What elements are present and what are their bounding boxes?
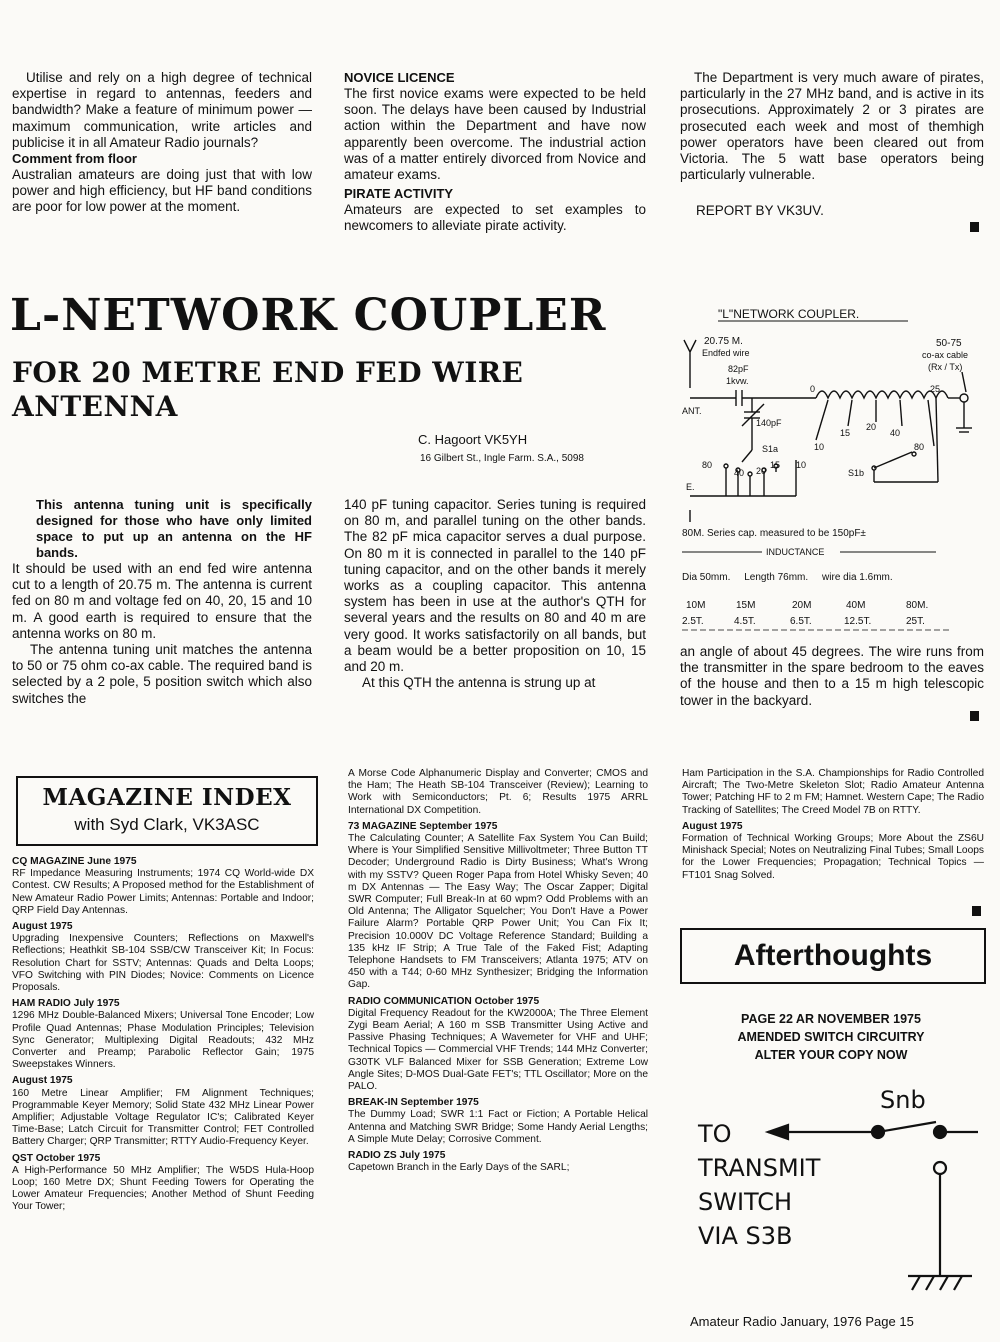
article-column-3: [680, 644, 984, 709]
index-entry: 160 Metre Linear Amplifier; FM Alignment Techniques; Programmable Keyer Memory; Solid State 432 MHz Linear Power Amplifier; Adjustable Voltage Regulator IC's; Calibrated Keyer Time-Base; Latch Circuit for Transmitter Control; FET Controlled Battery Charger; QRP Transmitter; RTTY Audio-Frequency Keyer.: [12, 1087, 314, 1148]
index-heading: RADIO COMMUNICATION October 1975: [348, 995, 540, 1007]
cap-140pf-label: 140pF: [756, 418, 782, 428]
snb-label: Snb: [880, 1086, 926, 1114]
cap-1kvw-label: 1kvw.: [726, 376, 749, 386]
article-col2-para2: At this QTH the antenna is strung up at: [362, 675, 596, 691]
turns-10m: 2.5T.: [682, 616, 704, 627]
index-end-mark: [972, 906, 981, 916]
via-label: VIA S3B: [698, 1222, 793, 1250]
top-column-2: [344, 70, 646, 235]
afterthoughts-notice: [680, 1010, 982, 1064]
index-heading: BREAK-IN September 1975: [348, 1097, 479, 1109]
index-heading: HAM RADIO July 1975: [12, 998, 120, 1010]
tap-20: 20: [866, 422, 877, 432]
article-column-1: [12, 497, 312, 707]
switch-amendment-diagram: [690, 1076, 990, 1306]
top-col1-para2: Australian amateurs are doing just that with low power and high efficiency, but HF band conditions are poor for low power at the moment.: [12, 167, 312, 215]
transmit-label: TRANSMIT: [698, 1154, 821, 1182]
switch-label: SWITCH: [698, 1188, 793, 1216]
article-end-mark: [970, 711, 979, 721]
index-entry: Upgrading Inexpensive Counters; Reflections on Maxwell's Reflections; Heathkit SB-104 SSB/CW Transceiver Kit; In Focus: Resolution Chart for SSTV; Antennas: Quads and Delta Loops; VFO Switching with PIN Diodes; Novice: Comments on Licence Proposals.: [12, 933, 314, 994]
end-mark: [970, 222, 979, 232]
author-address: 16 Gilbert St., Ingle Farm. S.A., 5098: [420, 453, 584, 464]
top-col1-subheading: Comment from floor: [12, 151, 137, 167]
wire-type-label: Endfed wire: [702, 348, 750, 358]
band-20m: 20M: [792, 600, 812, 611]
afterthoughts-box: [680, 928, 986, 984]
turns-80m: 25T.: [906, 616, 925, 627]
band-80m: 80M.: [906, 600, 929, 611]
sw-a-10: 10: [796, 460, 807, 470]
novice-licence-text: The first novice exams were expected to be held soon. The delays have been caused by Industrial action within the Department and have now apparently been overcome. The industrial action was of a matter entirely divorced from Novice and amateur exams.: [344, 86, 646, 183]
l-network-diagram: [676, 300, 996, 640]
index-heading: QST October 1975: [12, 1152, 101, 1164]
page-footer: Amateur Radio January, 1976 Page 15: [690, 1314, 914, 1329]
coax-rxtx-label: (Rx / Tx): [928, 362, 963, 372]
article-col2-para1: 140 pF tuning capacitor. Series tuning is required on 80 m, and parallel tuning on the other bands. The 82 pF mica capacitor serves a dual purpose. On 80 m it is connected in parallel to the 140 pF tuning capacitor, and on the other bands it merely works as a coupling capacitor. This antenna system has been in use at the author's QTH for several years and the results on 80 and 40 m are very good. It works satisfactorily on all bands, but a beam would be a better proposition on 10, 15 and 20 m.: [344, 497, 646, 675]
afterthoughts-line2: AMENDED SWITCH CIRCUITRY: [737, 1030, 925, 1044]
tap-0: 0: [810, 384, 816, 394]
article-title: L-NETWORK COUPLER: [10, 290, 607, 341]
coil-inductor: [816, 391, 948, 398]
sw-a-80: 80: [702, 460, 713, 470]
top-column-3: [680, 70, 984, 220]
turns-15m: 4.5T.: [734, 616, 756, 627]
antenna-symbol: [684, 340, 696, 388]
afterthoughts-line3: ALTER YOUR COPY NOW: [754, 1048, 908, 1062]
index-entry: Capetown Branch in the Early Days of the SARL;: [348, 1162, 570, 1174]
article-intro: This antenna tuning unit is specifically designed for those who have only limited space to put up an antenna on the HF bands.: [36, 497, 312, 560]
index-column-1: [12, 852, 314, 1214]
report-byline: REPORT BY VK3UV.: [696, 203, 824, 219]
inductance-heading: INDUCTANCE: [766, 547, 825, 557]
coil-dimensions: Dia 50mm. Length 76mm. wire dia 1.6mm.: [682, 572, 893, 583]
top-col3-para1: The Department is very much aware of pirates, particularly in the 27 MHz band, and is active in its prosecutions. Approximately 2 or 3 pirates are prosecuted each week and most of themhigh power operators have been cleared out from Victoria. The 5 watt base operators being particularly vulnerable.: [680, 70, 984, 183]
coax-label: co-ax cable: [922, 350, 969, 360]
pirate-activity-heading: PIRATE ACTIVITY: [344, 186, 454, 202]
sw-a-15: 15: [770, 460, 781, 470]
index-entry: The Dummy Load; SWR 1:1 Fact or Fiction; A Portable Helical Antenna and Matching SWR Bridge; Some Handy Aerial Lengths; A Simple Mute Delay; Corrosive Comment.: [348, 1109, 648, 1145]
article-subtitle: FOR 20 METRE END FED WIRE ANTENNA: [12, 356, 524, 423]
index-entry: RF Impedance Measuring Instruments; 1974 CQ World-wide DX Contest. CW Results; A Proposed method for the Establishment of New Amateur Radio Power Limits; Antennas: Portable and Indoor; QRP Field Day Antennas.: [12, 868, 314, 916]
index-entry: The Calculating Counter; A Satellite Fax System You Can Build; Where is Your Simplified Sensitive Millivoltmeter; Three Button TT Decoder; Underground Radio is Dirty Business; What's Wrong with my SSTV? Queen Roger Papa from Hotel Whisky Seven; 40 m DX Antennas — The Easy Way; The Oscar Zapper; Digital SWR Computer; Full Break-In at 60 wpm? Odd Problems with an Old Antenna; The Alligator Squelcher; You Don't Have a Power Failure Alarm? Portable QRP Power Unit; You Can Fix It; Precision 10.000V DC Voltage Reference Standard; Building a 135 kHz IF Strip; A True Tale of the Faked Fist; Adapting Telephone Handsets to FM Transceivers; Atlanta 1975; ATV on 450 with a T44; 0-60 MHz Synthesizer; Bridging the Information Gap.: [348, 833, 648, 991]
band-10m: 10M: [686, 600, 706, 611]
cap-82pf-label: 82pF: [728, 364, 749, 374]
article-author: C. Hagoort VK5YH: [418, 432, 528, 447]
article-col1-para2: The antenna tuning unit matches the antenna to 50 or 75 ohm co-ax cable. The required band is selected by a 2 pole, 5 position switch which also switches the: [12, 642, 312, 706]
top-column-1: [12, 70, 312, 216]
to-label: TO: [698, 1120, 732, 1148]
switch-s1a-label: S1a: [762, 444, 779, 454]
pirate-activity-text: Amateurs are expected to set examples to newcomers to alleviate pirate activity.: [344, 202, 646, 234]
afterthoughts-title: Afterthoughts: [733, 939, 933, 972]
series-cap-note: 80M. Series cap. measured to be 150pF±: [682, 528, 866, 539]
index-heading: CQ MAGAZINE June 1975: [12, 856, 137, 867]
diagram-title: "L"NETWORK COUPLER.: [718, 307, 860, 321]
band-40m: 40M: [846, 600, 866, 611]
index-heading: August 1975: [12, 1075, 73, 1087]
index-column-2: [348, 768, 648, 1175]
switch-s1b-label: S1b: [848, 468, 865, 478]
article-column-2: [344, 497, 646, 691]
ant-label: ANT.: [682, 406, 702, 416]
tap-40: 40: [890, 428, 901, 438]
index-heading: RADIO ZS July 1975: [348, 1150, 446, 1162]
index-entry: A High-Performance 50 MHz Amplifier; The W5DS Hula-Hoop Loop; 160 Metre DX; Shunt Feeding Towers for Operating the Lower Amateur Frequencies; Another Method of Shunt Feeding Your Tower;: [12, 1164, 314, 1213]
index-entry: Ham Participation in the S.A. Championships for Radio Controlled Aircraft; The Two-Metre Skeleton Slot; Radio Amateur Antenna Tower; Patching HF to 2 m FM; Hamnet. Western Cape; The Radio Tracking of Satellites; The Creed Model 7B on RTTY.: [682, 768, 984, 816]
index-heading: 73 MAGAZINE September 1975: [348, 820, 498, 832]
tap-15: 15: [840, 428, 851, 438]
index-column-3: [682, 768, 984, 882]
novice-licence-heading: NOVICE LICENCE: [344, 70, 455, 85]
band-15m: 15M: [736, 600, 756, 611]
afterthoughts-line1: PAGE 22 AR NOVEMBER 1975: [741, 1012, 921, 1026]
article-col1-para1: It should be used with an end fed wire antenna cut to a length of 20.75 m. The antenna is current fed on 80 m and voltage fed on 40, 20, 15 and 10 m. A good earth is required to ensure that the antenna works on 80 m.: [12, 561, 312, 641]
index-heading: August 1975: [682, 820, 743, 832]
tap-25: 25: [930, 384, 941, 394]
sw-a-40: 40: [734, 468, 745, 478]
wire-length-label: 20.75 M.: [704, 336, 743, 347]
magazine-index-byline: with Syd Clark, VK3ASC: [74, 815, 260, 834]
index-entry: 1296 MHz Double-Balanced Mixers; Universal Tone Encoder; Low Profile Quad Antennas; Phase Modulation Principles; Television Sync Generator; Multiplexing Digital Readouts; 432 MHz Converter and Preamp; Parabolic Reflector Gain; 1975 Sweepstakes Winners.: [12, 1010, 314, 1071]
article-col3-para1: an angle of about 45 degrees. The wire runs from the transmitter in the spare bedroom to the eaves of the house and then to a 15 m high telescopic tower in the backyard.: [680, 644, 984, 708]
index-entry: Digital Frequency Readout for the KW2000A; The Three Element Zygi Beam Aerial; A 160 m SSB Transmitter Using Active and Passive Phasing Techniques; A Wavemeter for VHF and UHF; Technical Topics — Commercial VHF Trends; 144 MHz Converter; G30TK VLF Balanced Mixer for SSB Generation; Extreme Low Angle Sites; D-MOS Dual-Gate FET's; TTL Oscillator; More on the PALO.: [348, 1007, 648, 1093]
sw-a-20: 20: [756, 466, 767, 476]
magazine-index-title: MAGAZINE INDEX: [42, 784, 292, 811]
top-col1-para1: Utilise and rely on a high degree of technical expertise in regard to antennas, feeders and bandwidth? Make a feature of minimum power — maximum communication, write articles and publicise it in all Amateur Radio journals?: [12, 70, 312, 150]
index-entry: Formation of Technical Working Groups; More About the ZS6U Minishack Special; Notes on Neutralizing Final Tubes; Small Loops for the Lower Frequencies; Propagation; Technical Topics — FT101 Snag Solved.: [682, 833, 984, 881]
index-entry: A Morse Code Alphanumeric Display and Converter; CMOS and the Ham; The Heath SB-104 Transceiver (Review); Learning to Work with Semiconductors; Pt. 6; Results 1975 ARRL International DX Competition.: [348, 768, 648, 816]
turns-20m: 6.5T.: [790, 616, 812, 627]
tap-80: 80: [914, 442, 925, 452]
earth-label: E.: [686, 482, 695, 492]
magazine-index-box: [16, 776, 318, 846]
index-heading: August 1975: [12, 921, 73, 933]
tap-10: 10: [814, 442, 825, 452]
turns-40m: 12.5T.: [844, 616, 872, 627]
coax-impedance-label: 50-75: [936, 338, 962, 349]
